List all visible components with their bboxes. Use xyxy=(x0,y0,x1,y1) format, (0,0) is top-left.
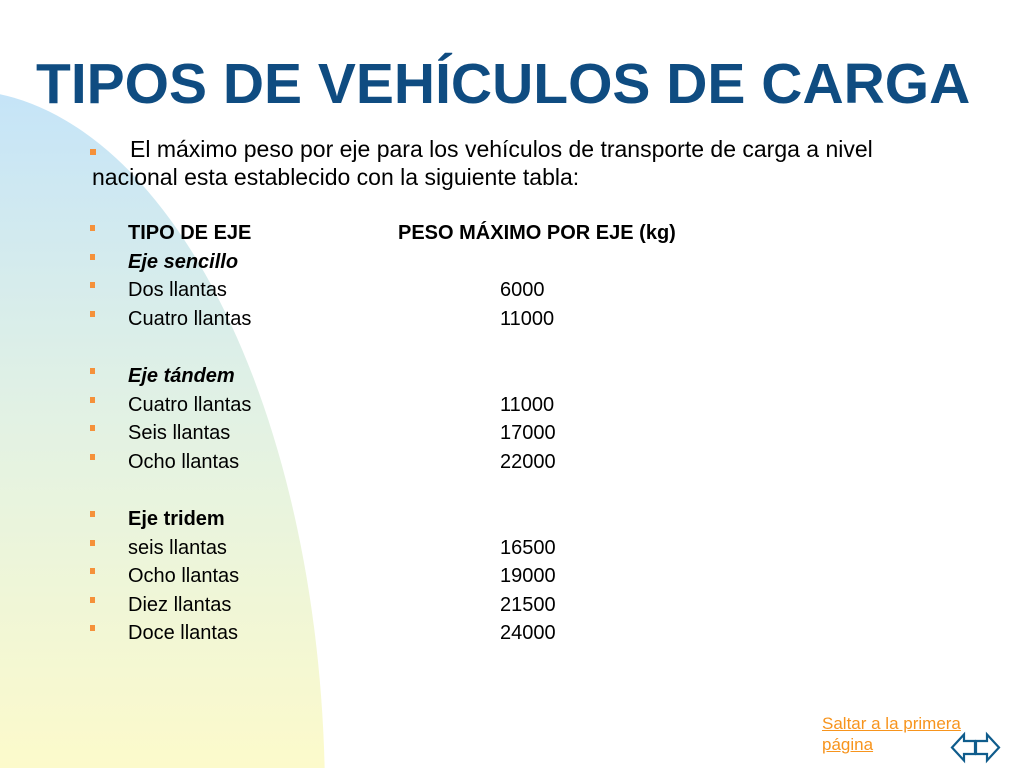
table-row xyxy=(0,591,1024,620)
bullet-icon xyxy=(90,454,95,460)
axle-config-label: Doce llantas xyxy=(128,622,239,645)
axle-config-label: Cuatro llantas xyxy=(128,307,252,330)
group-heading-row xyxy=(0,248,1024,277)
first-page-link[interactable]: Saltar a la primera página xyxy=(822,714,961,754)
bullet-icon xyxy=(90,225,95,231)
table-row xyxy=(0,534,1024,563)
table-row xyxy=(0,391,1024,420)
max-weight-value: 19000 xyxy=(500,565,556,588)
group-heading-eje-tridem: Eje tridem xyxy=(128,507,225,530)
max-weight-value: 6000 xyxy=(500,279,545,302)
column-header-max-weight: PESO MÁXIMO POR EJE (kg) xyxy=(398,222,676,244)
axle-config-label: Ocho llantas xyxy=(128,565,240,588)
max-weight-value: 22000 xyxy=(500,450,556,473)
bullet-icon xyxy=(90,425,95,431)
table-header-row xyxy=(0,219,1024,248)
bullet-icon xyxy=(90,511,95,517)
intro-paragraph: El máximo peso por eje para los vehículos de transporte de carga a nivel nacional esta establecido con la siguiente tabla: xyxy=(92,136,873,190)
axle-config-label: Diez llantas xyxy=(128,593,232,616)
bullet-icon xyxy=(90,397,95,403)
group-heading-row xyxy=(0,505,1024,534)
table-row xyxy=(0,276,1024,305)
bullet-icon xyxy=(90,597,95,603)
row-spacer xyxy=(0,476,1024,505)
table-row xyxy=(0,419,1024,448)
max-weight-value: 11000 xyxy=(500,393,555,416)
max-weight-value: 17000 xyxy=(500,422,556,445)
axle-config-label: seis llantas xyxy=(128,536,227,559)
arrow-left-icon[interactable] xyxy=(952,735,975,761)
bullet-icon xyxy=(90,568,95,574)
table-row xyxy=(0,619,1024,648)
bullet-icon xyxy=(90,368,95,374)
group-heading-row xyxy=(0,362,1024,391)
axle-config-label: Ocho llantas xyxy=(128,450,240,473)
column-header-axle-type: TIPO DE EJE xyxy=(128,222,252,244)
axle-config-label: Seis llantas xyxy=(128,422,231,445)
row-spacer xyxy=(0,333,1024,362)
bullet-icon xyxy=(90,540,95,546)
bullet-icon xyxy=(90,282,95,288)
axle-weight-table xyxy=(0,219,1024,648)
bullet-icon xyxy=(90,625,95,631)
max-weight-value: 21500 xyxy=(500,593,556,616)
table-row xyxy=(0,448,1024,477)
max-weight-value: 16500 xyxy=(500,536,556,559)
table-row xyxy=(0,562,1024,591)
max-weight-value: 24000 xyxy=(500,622,556,645)
table-row xyxy=(0,305,1024,334)
slide-navigation xyxy=(948,730,1004,766)
axle-config-label: Dos llantas xyxy=(128,279,227,302)
group-heading-eje-tandem: Eje tándem xyxy=(128,364,235,387)
group-heading-eje-sencillo: Eje sencillo xyxy=(128,250,239,273)
bullet-icon xyxy=(90,254,95,260)
max-weight-value: 11000 xyxy=(500,307,555,330)
arrow-right-icon[interactable] xyxy=(976,735,999,761)
slide-title: TIPOS DE VEHÍCULOS DE CARGA xyxy=(36,52,971,116)
axle-config-label: Cuatro llantas xyxy=(128,393,252,416)
bullet-icon xyxy=(90,311,95,317)
